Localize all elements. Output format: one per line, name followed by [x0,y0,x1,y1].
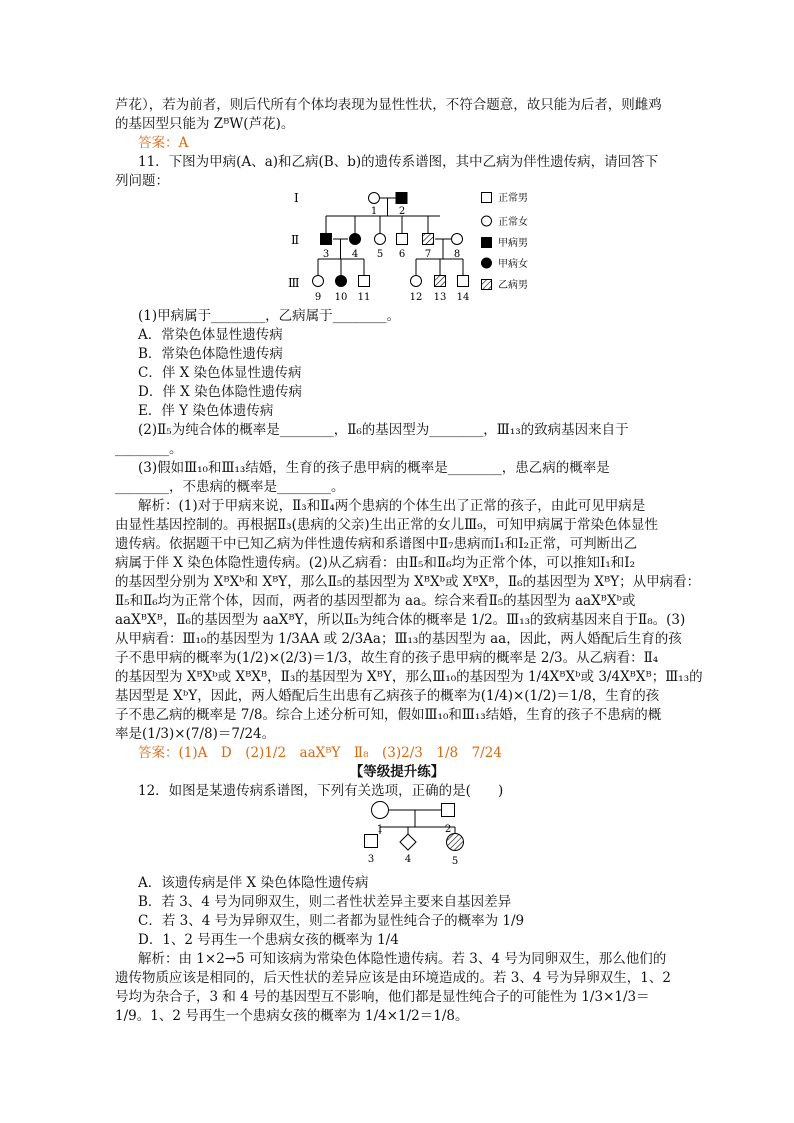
generation-labels [288,191,300,290]
legend-normal-male-icon [482,193,492,203]
individual-number: 3 [367,854,375,865]
analysis-line: 由显性基因控制的。再根据Ⅱ₃(患病的父亲)生出正常的女儿Ⅲ₉，可知甲病属于常染色体显性 [115,517,659,533]
text-line: 列问题： [115,173,169,189]
individual-number: 2 [398,206,406,217]
analysis-line: 的基因型为 XᴮXᵇ或 XᴮXᴮ，Ⅱ₃的基因型为 XᴮY，那么Ⅲ₁₀的基因型为 1/4XᴮXᵇ或 3/4XᴮXᴮ；Ⅲ₁₃的 [115,669,703,685]
pedigree-lines [318,198,463,275]
individual-number: 4 [351,249,359,260]
generation-label: Ⅲ [288,276,300,290]
individual-II5-normal-female [375,234,386,245]
analysis-line: 号均为杂合子，3 和 4 号的基因型互不影响，他们都是显性纯合子的可能性为 1/3×1/3＝ [115,989,650,1005]
analysis-line: 基因型是 XᵇY，因此，两人婚配后生出患有乙病孩子的概率为(1/4)×(1/2)＝1/8，生育的孩 [115,688,660,704]
individual-number: 9 [314,292,322,303]
analysis-line: 子不患乙病的概率是 7/8。综合上述分析可知，假如Ⅲ₁₀和Ⅲ₁₃结婚，生育的孩子不患病的概 [115,707,662,723]
question-part-1: (1)甲病属于________，乙病属于________。 [138,308,401,324]
pedigree-legend [482,191,529,291]
individual-4-unknown-sex [400,834,416,850]
option-D: D．伴 X 染色体隐性遗传病 [138,384,303,400]
text-line: 芦花），若为前者，则后代所有个体均表现为显性性状，不符合题意，故只能为后者，则雌鸡 [115,97,662,113]
question-part-2: (2)Ⅱ₅为纯合体的概率是________，Ⅱ₆的基因型为________，Ⅲ₁₃的致病基因来自于 [138,422,629,438]
individual-II3-affected-male [321,234,332,245]
individual-III12-normal-female [411,276,422,287]
analysis-line: 的基因型分别为 XᴮXᵇ和 XᴮY，那么Ⅱ₅的基因型为 XᴮXᵇ或 XᴮXᴮ，Ⅱ₆的基因型为 XᴮY；从甲病看： [115,574,701,590]
individual-III11-normal-male [359,276,370,287]
legend-label: 甲病女 [498,259,528,270]
section-heading: 【等级提升练】 [349,764,445,780]
individual-1-normal-female [372,802,389,819]
analysis-line: 病属于伴 X 染色体隐性遗传病。(2)从乙病看：由Ⅱ₅和Ⅱ₆均为正常个体，可以推知Ⅰ₁和Ⅰ₂ [115,555,635,571]
option-C: C．伴 X 染色体显性遗传病 [138,365,302,381]
individual-II4-affected-female [350,234,361,245]
answer-line: 答案：(1)A D (2)1/2 aaXᴮY Ⅱ₈ (3)2/3 1/8 7/24 [138,745,502,761]
individual-number: 1 [376,824,384,835]
option-B: B．常染色体隐性遗传病 [138,346,283,362]
individual-number: 4 [404,854,412,865]
analysis-line: 1/9。1、2 号再生一个患病女孩的概率为 1/4×1/2＝1/8。 [115,1008,469,1024]
individual-3-normal-male [365,835,378,848]
individual-II6-normal-male [397,234,408,245]
individual-number: 12 [409,292,423,303]
analysis-line: 从甲病看：Ⅲ₁₀的基因型为 1/3AA 或 2/3Aa；Ⅲ₁₃的基因型为 aa，因此，两人婚配后生育的孩 [115,631,682,647]
legend-label: 正常女 [498,217,528,228]
individual-number: 14 [456,292,470,303]
option-E: E．伴 Y 染色体遗传病 [138,403,274,419]
analysis-line: 遗传病。依据题干中已知乙病为伴性遗传病和系谱图中Ⅱ₇患病而Ⅰ₁和Ⅰ₂正常，可判断出乙 [115,536,638,552]
analysis-line: 解析：由 1×2→5 可知该病为常染色体隐性遗传病。若 3、4 号为同卵双生，那么他们的 [138,951,667,967]
analysis-line: Ⅱ₅和Ⅱ₆均为正常个体，因而，两者的基因型都为 aa。综合来看Ⅱ₅的基因型为 aaXᴮXᵇ或 [115,593,636,609]
option-A: A．常染色体显性遗传病 [138,327,283,343]
analysis-line: 解析：(1)对于甲病来说，Ⅱ₃和Ⅱ₄两个患病的个体生出了正常的孩子，由此可见甲病是 [138,498,646,514]
text-line: 的基因型只能为 ZᴮW(芦花)。 [115,116,295,132]
legend-jia-male-icon [482,238,492,248]
individual-number: 2 [444,824,452,835]
individual-III10-affected-female [336,276,347,287]
legend-label: 乙病男 [498,280,528,291]
generation-label: Ⅱ [291,233,300,247]
pedigree-chart-q11 [280,186,570,304]
analysis-line: 率是(1/3)×(7/8)＝7/24。 [115,726,276,742]
individual-number: 8 [453,249,461,260]
question-12-stem: 12．如图是某遗传病系谱图，下列有关选项，正确的是( ) [138,783,504,799]
option-B: B．若 3、4 号为同卵双生，则二者性状差异主要来自基因差异 [138,894,512,910]
individual-I1-normal-female [369,193,380,204]
individual-number: 7 [424,249,432,260]
text-line: ________，不患病的概率是________。 [115,479,345,495]
pedigree-chart-q12 [340,800,490,868]
option-A: A．该遗传病是伴 X 染色体隐性遗传病 [138,875,369,891]
individual-number: 5 [376,249,384,260]
individual-number: 10 [334,292,348,303]
generation-label: Ⅰ [294,191,299,205]
individual-III9-normal-female [313,276,324,287]
question-part-3: (3)假如Ⅲ₁₀和Ⅲ₁₃结婚，生育的孩子患甲病的概率是________，患乙病的概率是 [138,460,610,476]
option-C: C．若 3、4 号为异卵双生，则二者都为显性纯合子的概率为 1/9 [138,913,525,929]
individual-number: 1 [370,206,378,217]
individual-5-affected-female [447,834,464,851]
individual-number: 6 [398,249,406,260]
legend-jia-female-icon [482,258,492,268]
text-line: ________。 [115,441,183,457]
individual-number: 3 [322,249,330,260]
individual-number: 13 [433,292,447,303]
legend-normal-female-icon [482,216,492,226]
individual-III13-yi-male [435,276,446,287]
legend-label: 正常男 [498,193,528,204]
individual-numbers [315,206,470,303]
legend-yi-male-icon [482,280,492,290]
individual-number: 11 [357,292,371,303]
answer-line: 答案：A [138,135,189,151]
analysis-line: 遗传物质应该是相同的，后天性状的差异应该是由环境造成的。若 3、4 号为异卵双生，1、2 [115,970,671,986]
analysis-line: aaXᴮXᴮ，Ⅱ₆的基因型为 aaXᴮY，所以Ⅱ₅为纯合体的概率是 1/2。Ⅲ₁₃的致病基因来自于Ⅱ₈。(3) [115,612,686,628]
individual-number: 5 [451,856,459,867]
option-D: D．1、2 号再生一个患病女孩的概率为 1/4 [138,932,399,948]
individual-II7-yi-male [423,234,434,245]
question-11-stem: 11．下图为甲病(A、a)和乙病(B、b)的遗传系谱图，其中乙病为伴性遗传病，请回答下 [138,154,659,170]
legend-label: 甲病男 [498,238,528,249]
individual-2-normal-male [442,804,455,817]
analysis-line: 子不患甲病的概率为(1/2)×(2/3)＝1/3，故生育的孩子患甲病的概率是 2/3。从乙病看：Ⅱ₄ [115,650,659,666]
individual-I2-affected-male [396,193,407,204]
individual-II8-normal-female [452,234,463,245]
individual-III14-normal-male [458,276,469,287]
